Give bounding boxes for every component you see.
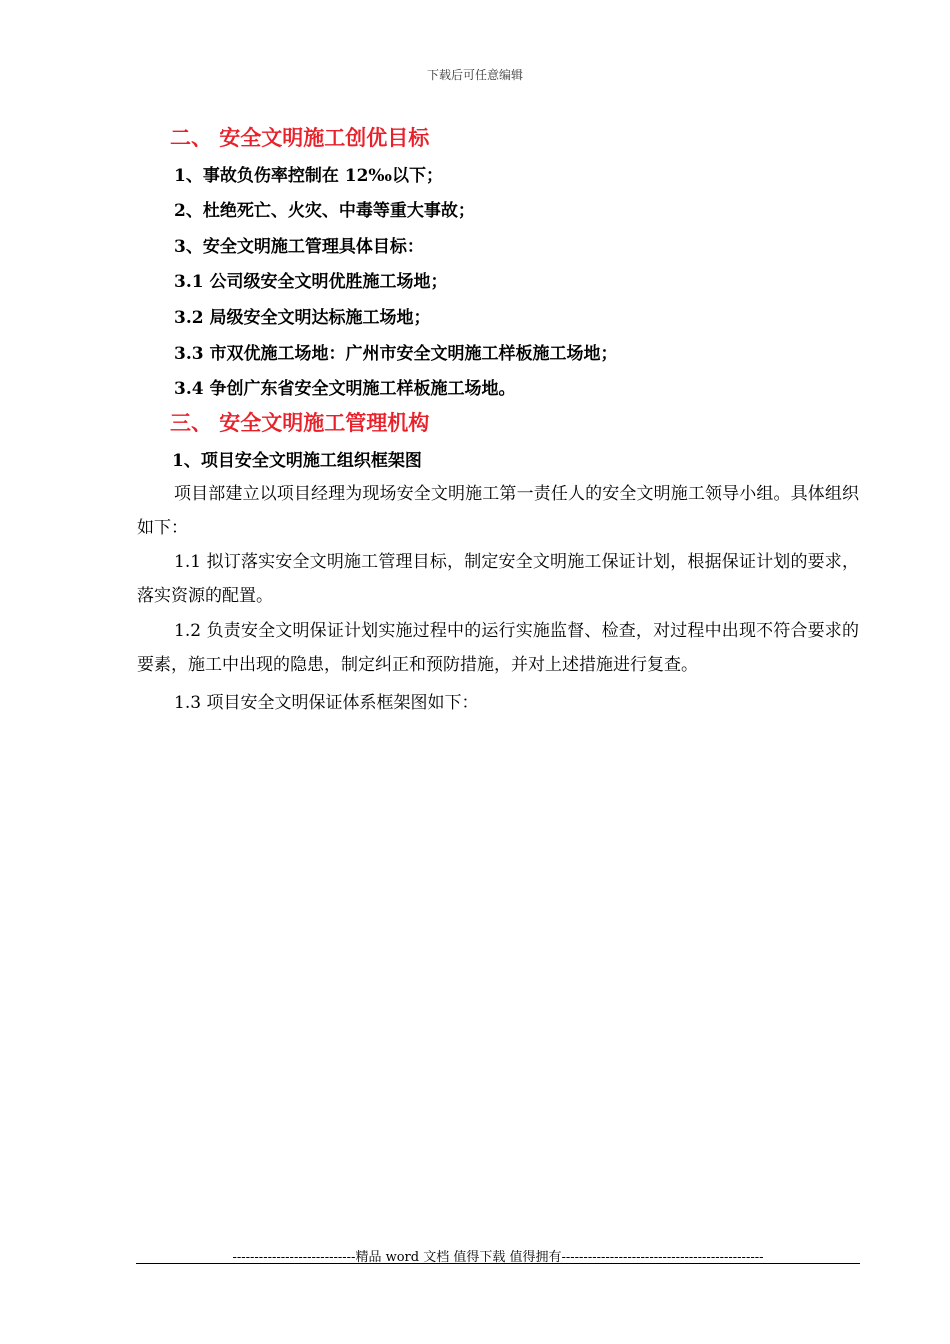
paragraph-1-3: 1.3 项目安全文明保证体系框架图如下： — [174, 693, 479, 713]
page-header: 下载后可任意编辑 — [426, 68, 523, 82]
goal-item-2: 2、杜绝死亡、火灾、中毒等重大事故； — [174, 201, 475, 221]
goal-item-1: 1、事故负伤率控制在 12‰以下； — [174, 166, 443, 186]
goal-item-3: 3、安全文明施工管理具体目标： — [174, 237, 424, 257]
paragraph-1-2: 1.2 负责安全文明保证计划实施过程中的运行实施监督、检查，对过程中出现不符合要求的要素，施工中出现的隐患，制定纠正和预防措施，并对上述措施进行复查。 — [137, 621, 859, 675]
section-3-subheading: 1、项目安全文明施工组织框架图 — [172, 451, 422, 471]
page-footer: ----------------------------精品 word 文档 值得下载 值得拥有---------------------------------------------- — [232, 1250, 764, 1265]
paragraph-1-1: 1.1 拟订落实安全文明施工管理目标，制定安全文明施工保证计划，根据保证计划的要求，落实资源的配置。 — [137, 552, 859, 606]
footer-rule — [136, 1263, 860, 1264]
paragraph-intro: 项目部建立以项目经理为现场安全文明施工第一责任人的安全文明施工领导小组。具体组织如下： — [137, 484, 859, 538]
section-3-heading: 三、 安全文明施工管理机构 — [170, 410, 430, 435]
goal-item-3-4: 3.4 争创广东省安全文明施工样板施工场地。 — [174, 379, 516, 399]
goal-item-3-1: 3.1 公司级安全文明优胜施工场地； — [174, 272, 448, 292]
section-2-heading: 二、 安全文明施工创优目标 — [170, 125, 430, 150]
goal-item-3-3: 3.3 市双优施工场地：广州市安全文明施工样板施工场地； — [174, 344, 618, 364]
goal-item-3-2: 3.2 局级安全文明达标施工场地； — [174, 308, 431, 328]
